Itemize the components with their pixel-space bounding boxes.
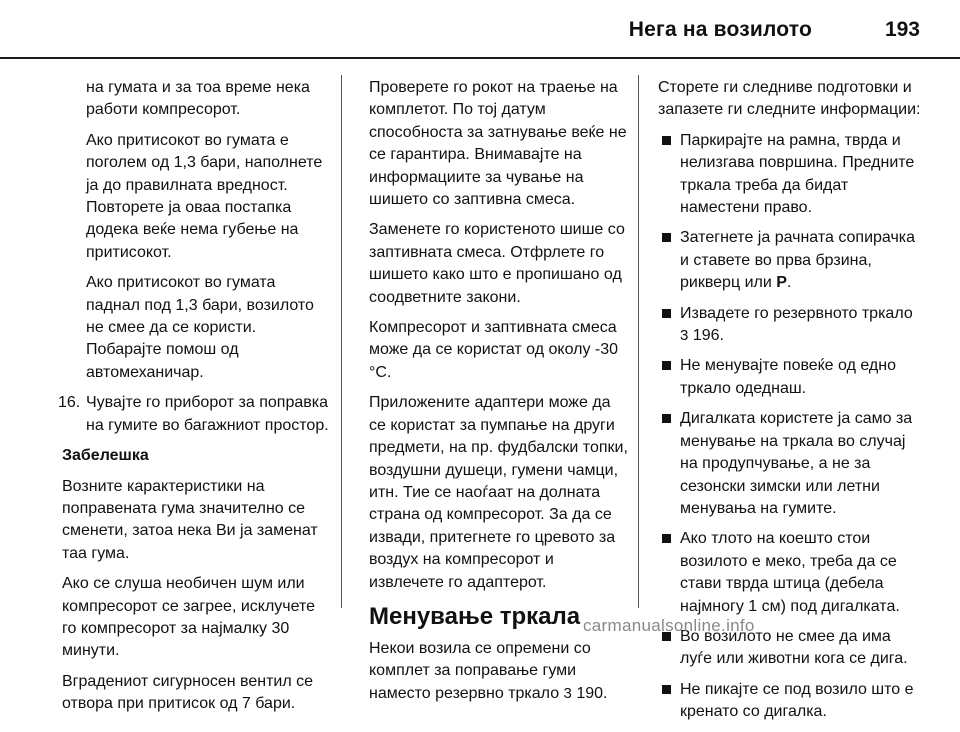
watermark: carmanualsonline.info	[583, 616, 755, 635]
note-paragraph-1: Возните карактеристики на поправената гума значително се сменети, затоа нека Ви ја заменат таа гума.	[62, 477, 318, 562]
note-paragraph-3: Вградениот сигурносен вентил се отвора при притисок од 7 бари.	[62, 672, 314, 713]
column-left	[58, 77, 332, 724]
continued-step-text: на гумата и за тоа време нека работи компресорот.	[86, 79, 310, 119]
section-heading: Менување тркала	[369, 602, 581, 630]
bullet-square-icon	[662, 136, 671, 145]
column-divider-left	[341, 75, 342, 608]
bullet-square-icon	[662, 233, 671, 242]
column-divider-right	[638, 75, 639, 608]
list-item-text: Чувајте го приборот за поправка на гумите во багажниот простор.	[86, 394, 329, 434]
paragraph-expiry: Проверете го рокот на траење на комплетот. По тој датум способноста за затнување веќе не се гарантира. Внимавајте на информациите за чување на шишето со заптивна смеса.	[369, 79, 627, 209]
list-item: Дигалката користете ја само за менување на тркала во случај на продупчување, а не за сезонски зимски или летни менувања на гумите.	[658, 408, 926, 520]
paragraph-pressure-below: Ако притисокот во гумата паднал под 1,3 бари, возилото не смее да се користи. Побарајте помош од автомеханичар.	[86, 274, 314, 381]
list-item: Во возилото не смее да има луѓе или животни кога се дига.	[658, 626, 926, 671]
list-item-16	[58, 392, 332, 437]
header-divider	[0, 57, 960, 59]
list-item: Затегнете ја рачната сопирачка и ставете во прва брзина, рикверц или P.	[658, 227, 926, 294]
list-item: Извадете го резервното тркало 3 196.	[658, 303, 926, 348]
paragraph-temperature: Компресорот и заптивната смеса може да се користат од околу -30 °C.	[369, 319, 619, 381]
note-title: Забелешка	[62, 447, 149, 465]
page-number: 193	[884, 18, 920, 41]
bullet-square-icon	[662, 685, 671, 694]
preparation-intro: Сторете ги следниве подготовки и запазете ги следните информации:	[658, 79, 921, 119]
list-item: Не менувајте повеќе од едно тркало одеднаш.	[658, 355, 926, 400]
section-paragraph	[369, 638, 631, 705]
paragraph-adapters: Приложените адаптери може да се користат за пумпање на други предмети, на пр. фудбалски топки, воздушни душеци, гумени чамци, итн. Тие се наоѓаат на долната страна од компресорот. За да се извади, притегнете го цревото за воздух на компресорот и извлечете го адаптерот.	[369, 394, 628, 591]
bullet-square-icon	[662, 534, 671, 543]
page-title: Нега на возилото	[628, 18, 812, 41]
section-paragraph-text: Некои возила се опремени со комплет за поправање гуми наместо резервно тркало	[369, 639, 591, 702]
note-box	[62, 445, 332, 715]
park-gear-symbol: P	[776, 274, 787, 292]
bullet-square-icon	[662, 309, 671, 318]
bullet-square-icon	[662, 414, 671, 423]
list-item: Паркирајте на рамна, тврда и нелизгава површина. Предните тркала треба да бидат наместени право.	[658, 130, 926, 220]
page-reference-number[interactable]: 196.	[692, 327, 724, 345]
bullet-square-icon	[662, 361, 671, 370]
list-item-number: 16.	[58, 394, 81, 412]
paragraph-pressure-above: Ако притисокот во гумата е поголем од 1,3 бари, наполнете ја до правилната вредност. Повторете ја оваа постапка додека веќе нема губење на притисокот.	[86, 131, 323, 261]
list-item: Ако тлото на коешто стои возилото е меко, треба да се стави тврда штица (дебела најмногу 1 см) под дигалката.	[658, 528, 926, 618]
list-item: Не пикајте се под возило што е кренато со дигалка.	[658, 679, 926, 724]
page-reference-icon: 3	[563, 684, 572, 702]
paragraph-replace-bottle: Заменете го користеното шише со заптивната смеса. Отфрлете го шишето како што е пропишано од соодветните закони.	[369, 221, 625, 306]
note-paragraph-2: Ако се слуша необичен шум или компресорот се загрее, исклучете го компресорот за најмалку 30 минути.	[62, 575, 316, 660]
page-reference-number[interactable]: 190.	[576, 684, 608, 702]
page-reference-icon: 3	[680, 327, 689, 345]
